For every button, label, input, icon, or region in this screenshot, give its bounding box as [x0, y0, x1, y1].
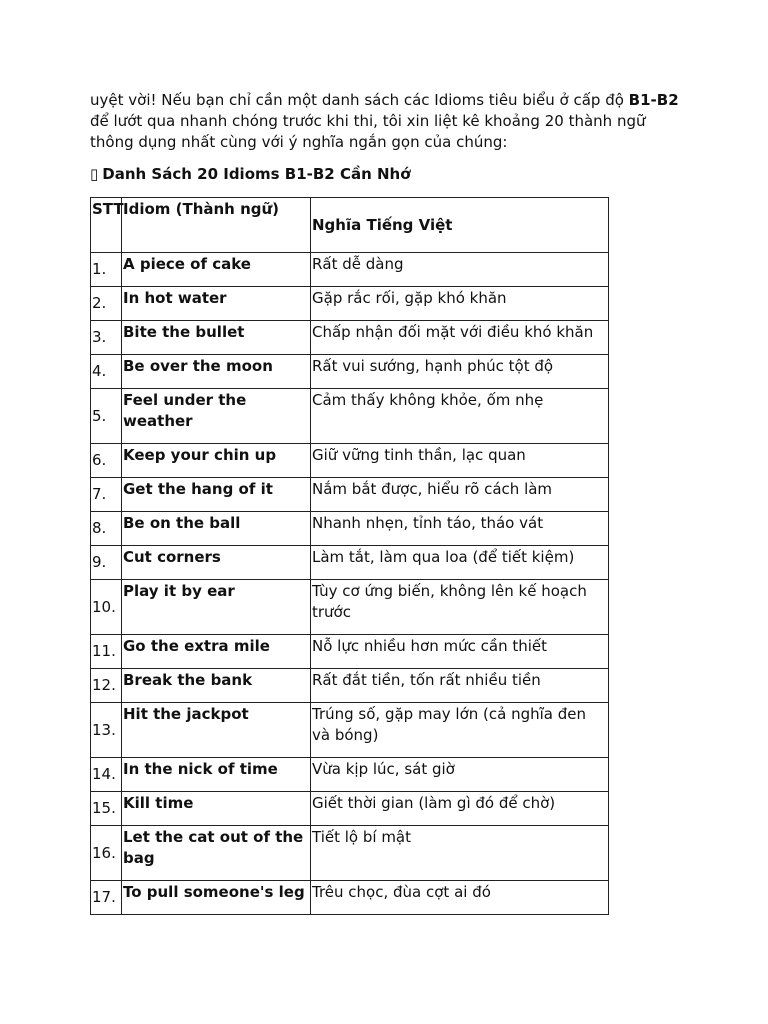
- table-row: [91, 512, 609, 546]
- row-number: 15.: [91, 792, 122, 826]
- table-row: [91, 546, 609, 580]
- idiom-cell: Hit the jackpot: [122, 703, 311, 758]
- row-number: 13.: [91, 703, 122, 758]
- meaning-cell: Cảm thấy không khỏe, ốm nhẹ: [311, 389, 609, 444]
- table-row: [91, 444, 609, 478]
- row-number: 4.: [91, 355, 122, 389]
- table-row: [91, 826, 609, 881]
- row-number: 10.: [91, 580, 122, 635]
- idiom-cell: Keep your chin up: [122, 444, 311, 478]
- table-row: [91, 355, 609, 389]
- meaning-cell: Rất dễ dàng: [311, 253, 609, 287]
- meaning-cell: Làm tắt, làm qua loa (để tiết kiệm): [311, 546, 609, 580]
- header-idiom: Idiom (Thành ngữ): [122, 198, 311, 253]
- row-number: 16.: [91, 826, 122, 881]
- meaning-cell: Tiết lộ bí mật: [311, 826, 609, 881]
- missing-glyph-icon: ▯: [90, 165, 99, 183]
- table-row: [91, 478, 609, 512]
- idiom-cell: Be over the moon: [122, 355, 311, 389]
- idiom-cell: In the nick of time: [122, 758, 311, 792]
- table-row: [91, 580, 609, 635]
- idiom-cell: To pull someone's leg: [122, 881, 311, 915]
- meaning-cell: Vừa kịp lúc, sát giờ: [311, 758, 609, 792]
- idiom-cell: Bite the bullet: [122, 321, 311, 355]
- idiom-cell: Get the hang of it: [122, 478, 311, 512]
- table-row: [91, 321, 609, 355]
- intro-paragraph: [90, 90, 690, 153]
- table-header-row: [91, 198, 609, 253]
- meaning-cell: Nhanh nhẹn, tỉnh táo, tháo vát: [311, 512, 609, 546]
- table-row: [91, 389, 609, 444]
- idiom-cell: Break the bank: [122, 669, 311, 703]
- idioms-table: [90, 197, 609, 915]
- idiom-cell: Kill time: [122, 792, 311, 826]
- meaning-cell: Nắm bắt được, hiểu rõ cách làm: [311, 478, 609, 512]
- row-number: 1.: [91, 253, 122, 287]
- header-meaning: Nghĩa Tiếng Việt: [311, 198, 609, 253]
- row-number: 6.: [91, 444, 122, 478]
- table-row: [91, 792, 609, 826]
- idiom-cell: Let the cat out of the bag: [122, 826, 311, 881]
- table-row: [91, 669, 609, 703]
- meaning-cell: Rất vui sướng, hạnh phúc tột độ: [311, 355, 609, 389]
- meaning-cell: Chấp nhận đối mặt với điều khó khăn: [311, 321, 609, 355]
- meaning-cell: Giữ vững tinh thần, lạc quan: [311, 444, 609, 478]
- list-heading: [90, 164, 411, 185]
- meaning-cell: Trúng số, gặp may lớn (cả nghĩa đen và bóng): [311, 703, 609, 758]
- row-number: 14.: [91, 758, 122, 792]
- row-number: 11.: [91, 635, 122, 669]
- meaning-cell: Nỗ lực nhiều hơn mức cần thiết: [311, 635, 609, 669]
- intro-level-bold: B1-B2: [628, 91, 679, 109]
- meaning-cell: Gặp rắc rối, gặp khó khăn: [311, 287, 609, 321]
- idiom-cell: Be on the ball: [122, 512, 311, 546]
- meaning-cell: Giết thời gian (làm gì đó để chờ): [311, 792, 609, 826]
- row-number: 17.: [91, 881, 122, 915]
- meaning-cell: Tùy cơ ứng biến, không lên kế hoạch trước: [311, 580, 609, 635]
- idiom-cell: Play it by ear: [122, 580, 311, 635]
- row-number: 5.: [91, 389, 122, 444]
- idiom-cell: A piece of cake: [122, 253, 311, 287]
- row-number: 2.: [91, 287, 122, 321]
- meaning-cell: Rất đắt tiền, tốn rất nhiều tiền: [311, 669, 609, 703]
- table-row: [91, 635, 609, 669]
- table-row: [91, 703, 609, 758]
- table-row: [91, 287, 609, 321]
- table-row: [91, 253, 609, 287]
- idiom-cell: Go the extra mile: [122, 635, 311, 669]
- row-number: 9.: [91, 546, 122, 580]
- header-stt: STT: [91, 198, 122, 253]
- intro-text-end: để lướt qua nhanh chóng trước khi thi, tôi xin liệt kê khoảng 20 thành ngữ thông dụng nhất cùng với ý nghĩa ngắn gọn của chúng:: [90, 112, 646, 151]
- list-heading-text: Danh Sách 20 Idioms B1-B2 Cần Nhớ: [102, 165, 411, 183]
- intro-text-start: uyệt vời! Nếu bạn chỉ cần một danh sách các Idioms tiêu biểu ở cấp độ: [90, 91, 629, 109]
- idiom-cell: Cut corners: [122, 546, 311, 580]
- meaning-cell: Trêu chọc, đùa cợt ai đó: [311, 881, 609, 915]
- table-row: [91, 881, 609, 915]
- row-number: 12.: [91, 669, 122, 703]
- row-number: 8.: [91, 512, 122, 546]
- idiom-cell: Feel under the weather: [122, 389, 311, 444]
- row-number: 3.: [91, 321, 122, 355]
- idiom-cell: In hot water: [122, 287, 311, 321]
- row-number: 7.: [91, 478, 122, 512]
- table-row: [91, 758, 609, 792]
